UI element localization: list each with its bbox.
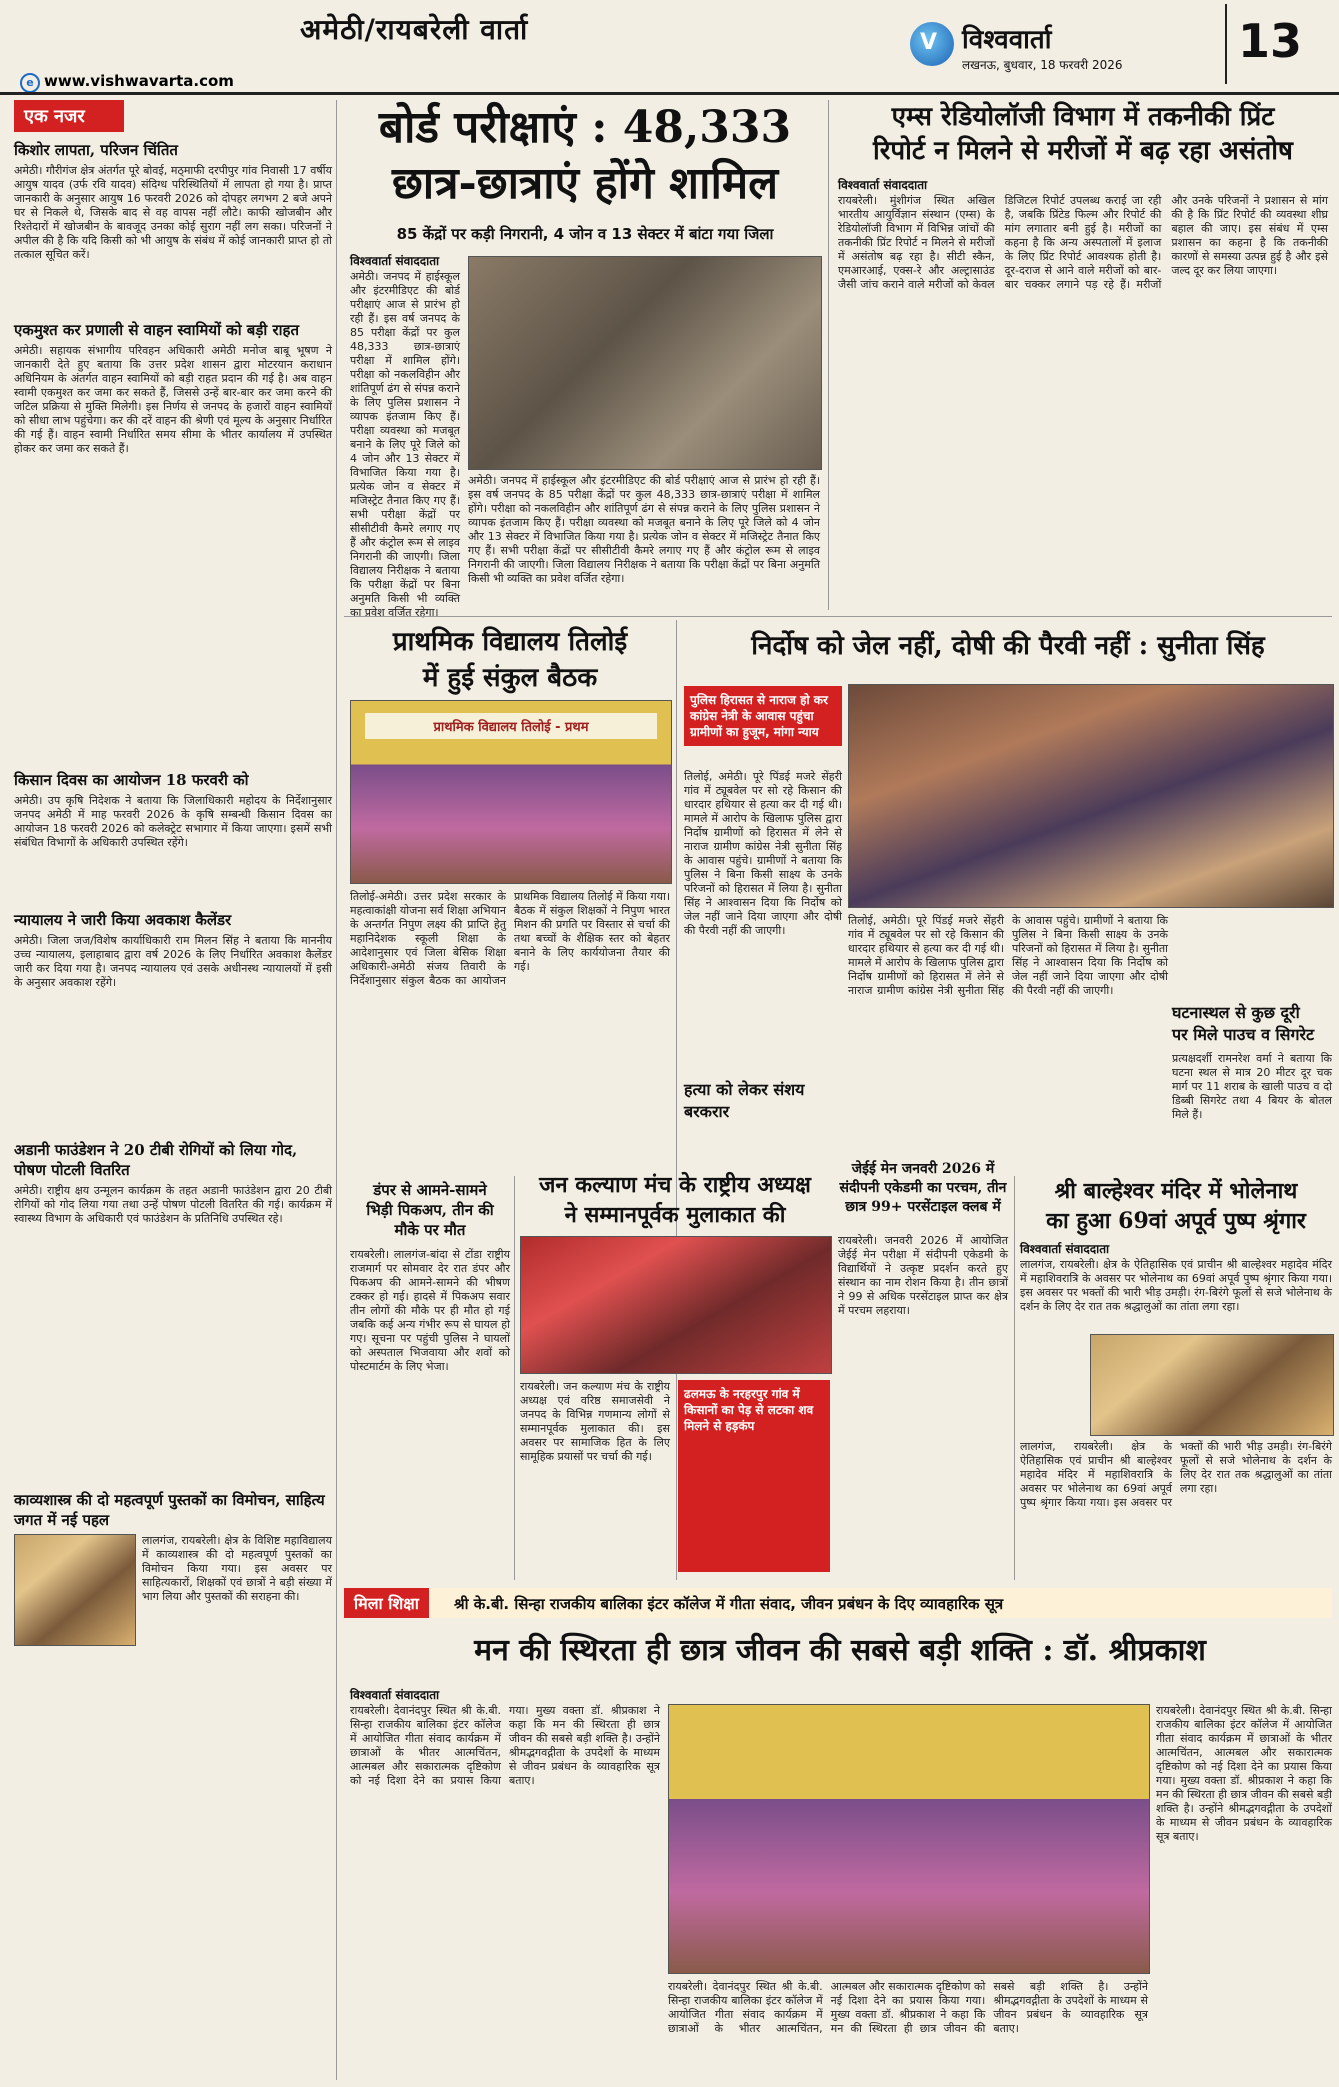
headline-line: श्री बाल्हेश्वर मंदिर में भोलेनाथ: [1054, 1178, 1298, 1204]
pickup-body: रायबरेली। लालगंज-बांदा से टोंडा राष्ट्रीय राजमार्ग पर सोमवार देर रात डंपर और पिकअप की आमने-सामने की भीषण टक्कर हो गई। हादसे में पिकअप सवार तीन लोगों की मौके पर ही मौत हो गई जबकि कई अन्य गंभीर रूप से घायल हो गए। सूचना पर पहुंची पुलिस ने घायलों को अस्पताल भिजवाया और शवों को पोस्टमार्टम के लिए भेजा।: [350, 1248, 510, 1373]
story-body: अमेठी। उप कृषि निदेशक ने बताया कि जिलाधिकारी महोदय के निर्देशानुसार जनपद अमेठी में माह फरवरी 2026 के कृषि सम्बन्धी किसान दिवस का आयोजन 18 फरवरी 2026 को कलेक्ट्रेट सभागार में किया जाएगा। इसमें सभी संबंधित विभागों के अधिकारी उपस्थित रहेंगे।: [14, 794, 332, 849]
aiims-body: रायबरेली। मुंशीगंज स्थित अखिल भारतीय आयुर्विज्ञान संस्थान (एम्स) के रेडियोलॉजी विभाग में विभिन्न जांचों की तकनीकी प्रिंट रिपोर्ट न मिलने से मरीजों में असंतोष बढ़ रहा है। सीटी स्कैन, एमआरआई, एक्स-रे और अल्ट्रासाउंड जैसी जांच कराने वाले मरीजों को केवल डिजिटल रिपोर्ट उपलब्ध कराई जा रही है, जबकि प्रिंटेड फिल्म और रिपोर्ट की मांग लगातार बनी हुई है। मरीजों का कहना है कि अन्य अस्पतालों में इलाज के लिए प्रिंट रिपोर्ट आवश्यक होती है। दूर-दराज से आने वाले मरीजों को बार-बार चक्कर लगाने पड़ रहे हैं। मरीजों और उनके परिजनों ने प्रशासन से मांग की है कि प्रिंट रिपोर्ट की व्यवस्था शीघ्र बहाल की जाए। इस संबंध में एम्स प्रशासन का कहना है कि तकनीकी कारणों से समस्या उत्पन्न हुई है और इसे जल्द दूर कर लिया जाएगा।: [838, 194, 1328, 291]
board-exam-body: अमेठी। जनपद में हाईस्कूल और इंटरमीडिएट की बोर्ड परीक्षाएं आज से प्रारंभ हो रही हैं। इस वर्ष जनपद के 85 परीक्षा केंद्रों पर कुल 48,333 छात्र-छात्राएं परीक्षा में शामिल होंगे। परीक्षा को नकलविहीन और शांतिपूर्ण ढंग से संपन्न कराने के लिए पुलिस प्रशासन ने व्यापक इंतजाम किए हैं। परीक्षा व्यवस्था को मजबूत बनाने के लिए पूरे जिले को 4 जोन और 13 सेक्टर में विभाजित किया गया है। प्रत्येक जोन व सेक्टर में मजिस्ट्रेट तैनात किए गए हैं। सभी परीक्षा केंद्रों पर सीसीटीवी कैमरे लगाए गए हैं और कंट्रोल रूम से लाइव निगरानी की जाएगी। जिला विद्यालय निरीक्षक ने बताया कि परीक्षा केंद्रों पर बिना अनुमति किसी भी व्यक्ति का प्रवेश वर्जित रहेगा।: [350, 270, 460, 619]
brand-name: विश्ववार्ता: [962, 25, 1052, 55]
headline-line: भिड़ी पिकअप, तीन की: [366, 1201, 494, 1219]
sunita-singh-caption: पुलिस हिरासत से नाराज हो कर कांग्रेस नेत्री के आवास पहुंचा ग्रामीणों का हुजूम, मांगा न्याय: [684, 686, 842, 746]
column-divider: [828, 100, 829, 610]
shiksha-body-right: रायबरेली। देवानंदपुर स्थित श्री के.बी. सिन्हा राजकीय बालिका इंटर कॉलेज में आयोजित गीता संवाद कार्यक्रम में छात्राओं के भीतर आत्मचिंतन, आत्मबल और सकारात्मक दृष्टिकोण को नई दिशा देने का प्रयास किया गया। मुख्य वक्ता डॉ. श्रीप्रकाश ने कहा कि मन की स्थिरता ही छात्र जीवन की सबसे बड़ी शक्ति है। उन्होंने श्रीमद्भगवद्गीता के उपदेशों के माध्यम से जीवन प्रबंधन के व्यावहारिक सूत्र बताए।: [1156, 1704, 1332, 1843]
book-launch-photo: [14, 1534, 136, 1646]
theft-body: प्रत्यक्षदर्शी रामनरेश वर्मा ने बताया कि घटना स्थल से मात्र 20 मीटर दूर चक मार्ग पर 11 शराब के खाली पाउच व दो डिब्बी सिगरेट तथा 4 बियर के बोतल मिले हैं।: [1172, 1052, 1332, 1121]
headline-line: बोर्ड परीक्षाएं : 48,333: [378, 102, 792, 153]
headline-line: प्राथमिक विद्यालय तिलोई: [392, 627, 628, 657]
ek-nazar-label: एक नजर: [14, 100, 124, 132]
browser-icon: e: [20, 73, 40, 93]
sunita-singh-body-cont: तिलोई, अमेठी। पूरे पिंडई मजरे सेंहरी गांव में ट्यूबवेल पर सो रहे किसान की धारदार हथियार से हत्या कर दी गई थी। मामले में आरोप के खिलाफ पुलिस द्वारा निर्दोष ग्रामीणों को हिरासत में लेने से नाराज ग्रामीण कांग्रेस नेत्री सुनीता सिंह के आवास पहुंचे। ग्रामीणों ने बताया कि पुलिस ने बिना किसी साक्ष्य के उनके परिजनों को हिरासत में लिया है। सुनीता सिंह ने आश्वासन दिया कि निर्दोष को जेल नहीं जाने दिया जाएगा और दोषी की पैरवी नहीं की जाएगी।: [848, 914, 1168, 997]
story-body: अमेठी। गौरीगंज क्षेत्र अंतर्गत पूरे बोवई, मठ्‌माफी दरपीपुर गांव निवासी 17 वर्षीय आयुष यादव (उर्फ रवि यादव) संदिग्ध परिस्थितियों में लापता हो गया है। प्राप्त जानकारी के अनुसार आयुष 16 फरवरी 2026 को दोपहर लगभग 2 बजे अपने घर से निकले थे, जिसके बाद से वह वापस नहीं लौटे। काफी खोजबीन और रिश्तेदारों में खोजबीन के बावजूद उनका कोई सुराग नहीं लग सका। परिजनों ने अपील की है कि यदि किसी को भी आयुष के संबंध में कोई जानकारी प्राप्त हो तो तत्काल सूचित करें।: [14, 164, 332, 261]
story-headline: किशोर लापता, परिजन चिंतित: [14, 141, 178, 159]
column-divider: [1014, 1176, 1015, 1580]
page-divider: [1225, 4, 1227, 84]
headline-line: में हुई संकुल बैठक: [422, 663, 598, 693]
section-title: अमेठी/रायबरेली वार्ता: [300, 13, 529, 46]
story-headline: किसान दिवस का आयोजन 18 फरवरी को: [14, 771, 249, 789]
jan-kalyan-headline: [520, 1170, 830, 1230]
header-rule: [0, 92, 1339, 95]
left-column: [14, 100, 332, 2080]
bholenath-body-cont: लालगंज, रायबरेली। क्षेत्र के ऐतिहासिक एवं प्राचीन श्री बाल्हेश्वर महादेव मंदिर में महाशिवरात्रि के अवसर पर भोलेनाथ का 69वां अपूर्व पुष्प श्रृंगार किया गया। इस अवसर पर भक्तों की भारी भीड़ उमड़ी। रंग-बिरंगे फूलों से सजे भोलेनाथ के दर्शन के लिए देर रात तक श्रद्धालुओं का तांता लगा रहा।: [1020, 1440, 1332, 1509]
sunita-singh-headline: निर्दोष को जेल नहीं, दोषी की पैरवी नहीं : सुनीता सिंह: [751, 631, 1265, 661]
byline: विश्ववार्ता संवाददाता: [1020, 1242, 1110, 1256]
shiksha-headline: मन की स्थिरता ही छात्र जीवन की सबसे बड़ी शक्ति : डॉ. श्रीप्रकाश: [474, 1633, 1206, 1668]
headline-line: मौके पर मौत: [394, 1221, 466, 1239]
aiims-headline: [838, 100, 1328, 168]
headline-line: छात्र-छात्राएं होंगे शामिल: [391, 158, 779, 209]
column-divider: [676, 620, 677, 1580]
jee-main-body: रायबरेली। जनवरी 2026 में आयोजित जेईई मेन परीक्षा में संदीपनी एकेडमी के विद्यार्थियों ने उत्कृष्ट प्रदर्शन करते हुए संस्थान का नाम रोशन किया है। तीन छात्रों ने 99 से अधिक परसेंटाइल प्राप्त कर क्षेत्र में परचम लहराया।: [838, 1234, 1008, 1317]
headline-line: घटनास्थल से कुछ दूरी: [1172, 1003, 1300, 1022]
headline-line: जन कल्याण मंच के राष्ट्रीय अध्यक्ष: [539, 1172, 811, 1198]
school-meeting-photo: [350, 700, 672, 884]
column-divider: [336, 100, 337, 2080]
jan-kalyan-photo: [520, 1236, 832, 1374]
shiksha-label: मिला शिक्षा: [344, 1588, 429, 1618]
sunita-singh-body: तिलोई, अमेठी। पूरे पिंडई मजरे सेंहरी गांव में ट्यूबवेल पर सो रहे किसान की धारदार हथियार से हत्या कर दी गई थी। मामले में आरोप के खिलाफ पुलिस द्वारा निर्दोष ग्रामीणों को हिरासत में लेने से नाराज ग्रामीण कांग्रेस नेत्री सुनीता सिंह के आवास पहुंचे। ग्रामीणों ने बताया कि पुलिस ने बिना किसी साक्ष्य के उनके परिजनों को हिरासत में लिया है। सुनीता सिंह ने आश्वासन दिया कि निर्दोष को जेल नहीं जाने दिया जाएगा और दोषी की पैरवी नहीं की जाएगी।: [684, 770, 842, 937]
byline: विश्ववार्ता संवाददाता: [838, 178, 928, 192]
school-banner: प्राथमिक विद्यालय तिलोई - प्रथम: [365, 713, 657, 739]
board-exam-subhead: 85 केंद्रों पर कड़ी निगरानी, 4 जोन व 13 सेक्टर में बांटा गया जिला: [396, 225, 774, 243]
headline-line: एम्स रेडियोलॉजी विभाग में तकनीकी प्रिंट: [891, 102, 1275, 132]
story-body: अमेठी। जिला जज/विशेष कार्याधिकारी राम मिलन सिंह ने बताया कि माननीय उच्च न्यायालय, इलाहाबाद द्वारा वर्ष 2026 के लिए निर्धारित अवकाश कैलेंडर जारी कर दिया गया है। जनपद न्यायालय एवं उसके अधीनस्थ न्यायालयों में इसी के अनुसार अवकाश रहेंगे।: [14, 934, 332, 989]
story-headline: अडानी फाउंडेशन ने 20 टीबी रोगियों को लिया गोद, पोषण पोटली वितरित: [14, 1141, 298, 1179]
headline-line: का हुआ 69वां अपूर्व पुष्प श्रृंगार: [1046, 1208, 1306, 1234]
pickup-headline: [350, 1180, 510, 1240]
bholenath-headline: [1020, 1176, 1332, 1236]
school-meeting-headline: [350, 624, 670, 696]
story-headline: एकमुश्त कर प्रणाली से वाहन स्वामियों को बड़ी राहत: [14, 321, 300, 339]
headline-line: रिपोर्ट न मिलने से मरीजों में बढ़ रहा असंतोष: [873, 136, 1293, 166]
theft-headline: [1172, 1002, 1332, 1046]
headline-line: ने सम्मानपूर्वक मुलाकात की: [564, 1202, 786, 1228]
byline: विश्ववार्ता संवाददाता: [350, 254, 440, 268]
exam-hall-photo: [468, 256, 822, 470]
row-divider: [344, 616, 1332, 617]
column-divider: [514, 1176, 515, 1580]
story-headline: काव्यशास्त्र की दो महत्वपूर्ण पुस्तकों का विमोचन, साहित्य जगत में नई पहल: [14, 1491, 325, 1529]
byline: विश्ववार्ता संवाददाता: [350, 1688, 440, 1702]
shiksha-body-cont: रायबरेली। देवानंदपुर स्थित श्री के.बी. सिन्हा राजकीय बालिका इंटर कॉलेज में आयोजित गीता संवाद कार्यक्रम में छात्राओं के भीतर आत्मचिंतन, आत्मबल और सकारात्मक दृष्टिकोण को नई दिशा देने का प्रयास किया गया। मुख्य वक्ता डॉ. श्रीप्रकाश ने कहा कि मन की स्थिरता ही छात्र जीवन की सबसे बड़ी शक्ति है। उन्होंने श्रीमद्भगवद्गीता के उपदेशों के माध्यम से जीवन प्रबंधन के व्यावहारिक सूत्र बताए।: [668, 1980, 1148, 2035]
shiksha-strip: [344, 1588, 1332, 1618]
board-exam-body-cont: अमेठी। जनपद में हाईस्कूल और इंटरमीडिएट की बोर्ड परीक्षाएं आज से प्रारंभ हो रही हैं। इस वर्ष जनपद के 85 परीक्षा केंद्रों पर कुल 48,333 छात्र-छात्राएं परीक्षा में शामिल होंगे। परीक्षा को नकलविहीन और शांतिपूर्ण ढंग से संपन्न कराने के लिए पुलिस प्रशासन ने व्यापक इंतजाम किए हैं। परीक्षा व्यवस्था को मजबूत बनाने के लिए पूरे जिले को 4 जोन और 13 सेक्टर में विभाजित किया गया है। प्रत्येक जोन व सेक्टर में मजिस्ट्रेट तैनात किए गए हैं। सभी परीक्षा केंद्रों पर सीसीटीवी कैमरे लगाए गए हैं और कंट्रोल रूम से लाइव निगरानी की जाएगी। जिला विद्यालय निरीक्षक ने बताया कि परीक्षा केंद्रों पर बिना अनुमति किसी भी व्यक्ति का प्रवेश वर्जित रहेगा।: [468, 474, 820, 585]
story-body: अमेठी। सहायक संभागीय परिवहन अधिकारी अमेठी मनोज बाबू भूषण ने जानकारी देते हुए बताया कि उत्तर प्रदेश शासन द्वारा मोटरयान कराधान अधिनियम के अंतर्गत वाहन स्वामियों को बड़ी राहत प्रदान की गई है। अब वाहन स्वामी एकमुश्त कर जमा कर सकते हैं, जिससे उन्हें बार-बार कर जमा करने की जटिल प्रक्रिया से मुक्ति मिलेगी। इस निर्णय से जनपद के हजारों वाहन स्वामियों को सीधा लाभ पहुंचेगा। कर की दरें वाहन की श्रेणी एवं मूल्य के अनुसार निर्धारित की गई हैं। वाहन स्वामी निर्धारित समय सीमा के भीतर कार्यालय में उपस्थित होकर कर जमा कर सकते हैं।: [14, 344, 332, 455]
headline-line: पर मिले पाउच व सिगरेट: [1172, 1025, 1315, 1044]
shiksha-body: रायबरेली। देवानंदपुर स्थित श्री के.बी. सिन्हा राजकीय बालिका इंटर कॉलेज में आयोजित गीता संवाद कार्यक्रम में छात्राओं के भीतर आत्मचिंतन, आत्मबल और सकारात्मक दृष्टिकोण को नई दिशा देने का प्रयास किया गया। मुख्य वक्ता डॉ. श्रीप्रकाश ने कहा कि मन की स्थिरता ही छात्र जीवन की सबसे बड़ी शक्ति है। उन्होंने श्रीमद्भगवद्गीता के उपदेशों के माध्यम से जीवन प्रबंधन के व्यावहारिक सूत्र बताए।: [350, 1704, 660, 1787]
jee-main-headline: जेईई मेन जनवरी 2026 में संदीपनी एकेडमी का परचम, तीन छात्र 99+ परसेंटाइल क्लब में: [839, 1161, 1007, 1215]
bholenath-body: लालगंज, रायबरेली। क्षेत्र के ऐतिहासिक एवं प्राचीन श्री बाल्हेश्वर महादेव मंदिर में महाशिवरात्रि के अवसर पर भोलेनाथ का 69वां अपूर्व पुष्प श्रृंगार किया गया। इस अवसर पर भक्तों की भारी भीड़ उमड़ी। रंग-बिरंगे फूलों से सजे भोलेनाथ के दर्शन के लिए देर रात तक श्रद्धालुओं का तांता लगा रहा।: [1020, 1258, 1332, 1313]
shiksha-strip-text: श्री के.बी. सिन्हा राजकीय बालिका इंटर कॉलेज में गीता संवाद, जीवन प्रबंधन के दिए व्यावहारिक सूत्र: [454, 1595, 1004, 1613]
murder-subhead: हत्या को लेकर संशय बरकरार: [684, 1080, 805, 1121]
protest-photo: [848, 684, 1334, 908]
school-event-photo: [668, 1704, 1150, 1974]
story-body: अमेठी। राष्ट्रीय क्षय उन्मूलन कार्यक्रम के तहत अडानी फाउंडेशन द्वारा 20 टीबी रोगियों को गोद लिया गया तथा उन्हें पोषण पोटली वितरित की गई। कार्यक्रम में स्वास्थ्य विभाग के अधिकारी एवं फाउंडेशन के प्रतिनिधि उपस्थित रहे।: [14, 1184, 332, 1225]
school-meeting-body: तिलोई-अमेठी। उत्तर प्रदेश सरकार के महत्वाकांक्षी योजना सर्व शिक्षा अभियान के अन्तर्गत निपुण लक्ष्य की प्राप्ति हेतु महानिदेशक स्कूली शिक्षा के आदेशानुसार एवं जिला बेसिक शिक्षा अधिकारी-अमेठी संजय तिवारी के निर्देशानुसार संकुल बैठक का आयोजन प्राथमिक विद्यालय तिलोई में किया गया। बैठक में संकुल शिक्षकों ने निपुण भारत मिशन की प्रगति पर विस्तार से चर्चा की तथा बच्चों के शैक्षिक स्तर को बेहतर बनाने के लिए कार्ययोजना तैयार की गई।: [350, 890, 670, 987]
brand-logo: V: [910, 22, 954, 66]
board-exam-headline: [350, 100, 820, 212]
dateline: लखनऊ, बुधवार, 18 फरवरी 2026: [962, 58, 1123, 72]
temple-photo: [1090, 1334, 1334, 1436]
website-text: www.vishwavarta.com: [44, 72, 234, 90]
jan-kalyan-caption: ढलमऊ के नरहरपुर गांव में किसानों का पेड़ से लटका शव मिलने से हड़कंप: [678, 1380, 830, 1572]
story-headline: न्यायालय ने जारी किया अवकाश कैलेंडर: [14, 911, 232, 929]
website-url[interactable]: [20, 72, 234, 93]
story-body: लालगंज, रायबरेली। क्षेत्र के विशिष्ट महाविद्यालय में काव्यशास्त्र की दो महत्वपूर्ण पुस्तकों का विमोचन किया गया। इस अवसर पर साहित्यकारों, शिक्षकों एवं छात्रों ने बड़ी संख्या में भाग लिया और पुस्तकों की सराहना की।: [142, 1534, 332, 1603]
headline-line: डंपर से आमने-सामने: [373, 1181, 487, 1199]
jan-kalyan-body: रायबरेली। जन कल्याण मंच के राष्ट्रीय अध्यक्ष एवं वरिष्ठ समाजसेवी ने जनपद के विभिन्न गणमान्य लोगों से सम्मानपूर्वक मुलाकात की। इस अवसर पर सामाजिक हित के लिए सामूहिक प्रयासों पर चर्चा की गई।: [520, 1380, 670, 1463]
page-number: 13: [1238, 14, 1303, 68]
